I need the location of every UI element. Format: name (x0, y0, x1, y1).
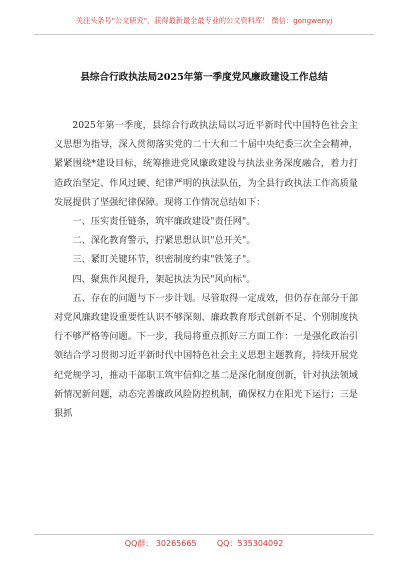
document-body (54, 116, 358, 423)
paragraph-item-4: 四、聚焦作风提升，架起执法为民"风向标"。 (72, 273, 256, 285)
paragraph-item-1: 一、压实责任链条，筑牢廉政建设"责任网"。 (72, 216, 256, 228)
footer-contact: QQ群： 30265665 QQ：535304092 (124, 539, 284, 548)
paragraph-item-5: 五、存在的问题与下一步计划。尽管取得一定成效，但仍存在部分干部对党风廉政建设重要性认识不够深刻、廉政教育形式创新不足、个别制度执行不够严格等问题。下一步，我局将重点抓好三方面工作：一是强化政治引领结合学习贯彻习近平新时代中国特色社会主义思想主题教育，持续开展党纪党规学习，推动干部职工筑牢信仰之基二是深化制度创新，针对执法领域新情况新问题，动态完善廉政风险防控机制，确保权力在阳光下运行；三是狠抓 (54, 292, 358, 420)
header-divider (34, 34, 374, 35)
paragraph-item-3: 三、紧盯关键环节，织密制度约束"铁笼子"。 (72, 254, 256, 266)
document-title: 县综合行政执法局2025年第一季度党风廉政建设工作总结 (80, 72, 328, 83)
header-banner: 关注头条号"公文研究"，获得最新最全最专业的公文资料库！ 微信：gongwenyj (75, 16, 333, 25)
footer-divider (34, 534, 374, 535)
paragraph-intro: 2025年第一季度，县综合行政执法局以习近平新时代中国特色社会主义思想为指导，深入贯彻落实党的二十大和二十届中央纪委三次全会精神，紧紧围绕*建设目标，统筹推进党风廉政建设与执法业务深度融合，着力打造政治坚定、作风过硬、纪律严明的执法队伍，为全县行政执法工作高质量发展提供了坚强纪律保障。现将工作情况总结如下： (54, 120, 358, 208)
paragraph-item-2: 二、深化教育警示，拧紧思想认识"总开关"。 (72, 235, 256, 247)
